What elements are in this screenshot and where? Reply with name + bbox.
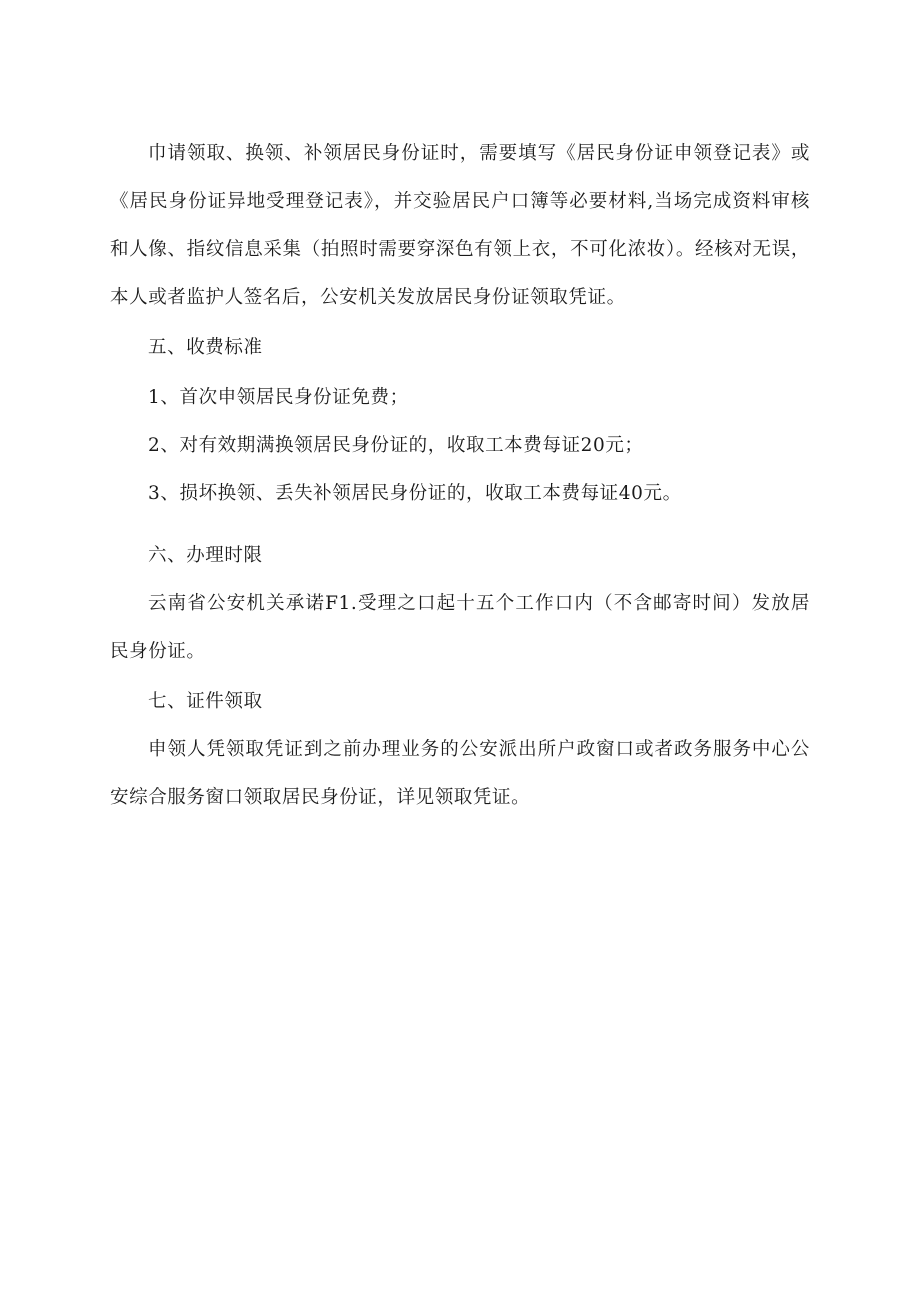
fee-item-replacement: 3、损坏换领、丢失补领居民身份证的，收取工本费每证40元。 — [148, 483, 682, 504]
certificate-collection-paragraph: 申领人凭领取凭证到之前办理业务的公安派出所户政窗口或者政务服务中心公安综合服务窗口领取居民身份证，详见领取凭证。 — [110, 739, 810, 808]
processing-time-heading: 六、办理时限 — [148, 545, 263, 566]
fee-item-first-application: 1、首次申领居民身份证免费； — [148, 387, 409, 408]
fee-standard-heading: 五、收费标准 — [148, 337, 263, 358]
document-body — [110, 130, 810, 822]
fee-item-renewal: 2、对有效期满换领居民身份证的，收取工本费每证20元； — [148, 435, 644, 456]
processing-time-paragraph: 云南省公安机关承诺F1.受理之口起十五个工作口内（不含邮寄时间）发放居民身份证。 — [110, 593, 810, 662]
certificate-collection-heading: 七、证件领取 — [148, 691, 263, 712]
application-procedure-paragraph: 巾请领取、换领、补领居民身份证时，需要填写《居民身份证申领登记表》或《居民身份证异地受理登记表》，并交验居民户口簿等必要材料,当场完成资料审核和人像、指纹信息采集（拍照时需要穿深色有领上衣，不可化浓妆）。经核对无误，本人或者监护人签名后，公安机关发放居民身份证领取凭证。 — [110, 143, 810, 308]
